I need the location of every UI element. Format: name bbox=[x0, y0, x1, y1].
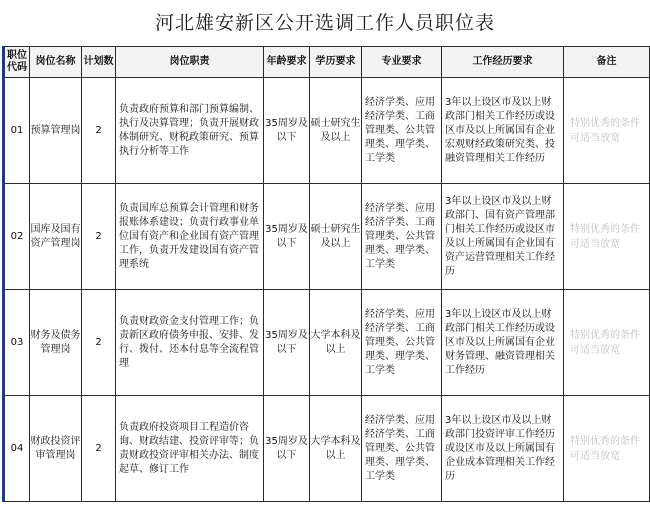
header-note: 备注 bbox=[564, 47, 650, 78]
cell-major: 经济学类、应用经济学类、工商管理类、公共管理类、理学类、工学类 bbox=[362, 184, 442, 290]
cell-edu: 硕士研究生及以上 bbox=[310, 184, 362, 290]
header-name: 岗位名称 bbox=[30, 47, 82, 78]
cell-note: 特别优秀的条件可适当放宽 bbox=[564, 78, 650, 184]
position-table bbox=[2, 46, 650, 502]
cell-name: 财务及债务管理岗 bbox=[30, 290, 82, 396]
cell-major: 经济学类、应用经济学类、工商管理类、公共管理类、理学类、工学类 bbox=[362, 396, 442, 502]
header-age: 年龄要求 bbox=[264, 47, 310, 78]
cell-name: 预算管理岗 bbox=[30, 78, 82, 184]
page-title: 河北雄安新区公开选调工作人员职位表 bbox=[154, 12, 495, 34]
cell-code: 04 bbox=[4, 396, 30, 502]
cell-plan: 2 bbox=[82, 396, 116, 502]
table-row bbox=[4, 290, 650, 396]
cell-code: 01 bbox=[4, 78, 30, 184]
table-row bbox=[4, 184, 650, 290]
cell-plan: 2 bbox=[82, 290, 116, 396]
cell-major: 经济学类、应用经济学类、工商管理类、公共管理类、理学类、工学类 bbox=[362, 78, 442, 184]
table-header-row bbox=[4, 47, 650, 78]
cell-duty: 负责政府预算和部门预算编制、执行及决算管理；负责开展财政体制研究、财税政策研究、预算执行分析等工作 bbox=[116, 78, 264, 184]
cell-name: 国库及国有资产管理岗 bbox=[30, 184, 82, 290]
cell-age: 35周岁及以下 bbox=[264, 396, 310, 502]
cell-name: 财政投资评审管理岗 bbox=[30, 396, 82, 502]
header-code: 职位代码 bbox=[4, 47, 30, 78]
cell-duty: 负责政府投资项目工程造价咨询、财政结建、投资评审等；负责财政投资评审相关办法、制度起草、修订工作 bbox=[116, 396, 264, 502]
cell-age: 35周岁及以下 bbox=[264, 78, 310, 184]
cell-exp: 3年以上设区市及以上财政部门相关工作经历或设区市及以上所属国有企业宏观财经政策研究类、投融资管理相关工作经历 bbox=[442, 78, 564, 184]
cell-duty: 负责财政资金支付管理工作；负责新区政府债务申报、安排、发行、拨付、还本付息等全流程管理 bbox=[116, 290, 264, 396]
cell-edu: 硕士研究生及以上 bbox=[310, 78, 362, 184]
cell-note: 特别优秀的条件可适当放宽 bbox=[564, 396, 650, 502]
cell-note: 特别优秀的条件可适当放宽 bbox=[564, 290, 650, 396]
cell-code: 03 bbox=[4, 290, 30, 396]
header-major: 专业要求 bbox=[362, 47, 442, 78]
header-exp: 工作经历要求 bbox=[442, 47, 564, 78]
cell-edu: 大学本科及以上 bbox=[310, 290, 362, 396]
cell-plan: 2 bbox=[82, 184, 116, 290]
cell-plan: 2 bbox=[82, 78, 116, 184]
header-plan: 计划数 bbox=[82, 47, 116, 78]
cell-duty: 负责国库总预算会计管理和财务报账体系建设；负责行政事业单位国有资产和企业国有资产管理工作，负责开发建设国有资产管理系统 bbox=[116, 184, 264, 290]
header-duty: 岗位职责 bbox=[116, 47, 264, 78]
cell-major: 经济学类、应用经济学类、工商管理类、公共管理类、理学类、工学类 bbox=[362, 290, 442, 396]
cell-age: 35周岁及以下 bbox=[264, 290, 310, 396]
cell-exp: 3年以上设区市及以上财政部门、国有资产管理部门相关工作经历或设区市及以上所属国有企业国有资产运营管理相关工作经历 bbox=[442, 184, 564, 290]
cell-code: 02 bbox=[4, 184, 30, 290]
table-row bbox=[4, 78, 650, 184]
cell-exp: 3年以上设区市及以上财政部门相关工作经历或设区市及以上所属国有企业财务管理、融资管理相关工作经历 bbox=[442, 290, 564, 396]
cell-exp: 3年以上设区市及以上财政部门投资评审工作经历或设区市及以上所属国有企业成本管理相关工作经历 bbox=[442, 396, 564, 502]
cell-note: 特别优秀的条件可适当放宽 bbox=[564, 184, 650, 290]
cell-age: 35周岁及以下 bbox=[264, 184, 310, 290]
table-row bbox=[4, 396, 650, 502]
cell-edu: 大学本科及以上 bbox=[310, 396, 362, 502]
header-edu: 学历要求 bbox=[310, 47, 362, 78]
